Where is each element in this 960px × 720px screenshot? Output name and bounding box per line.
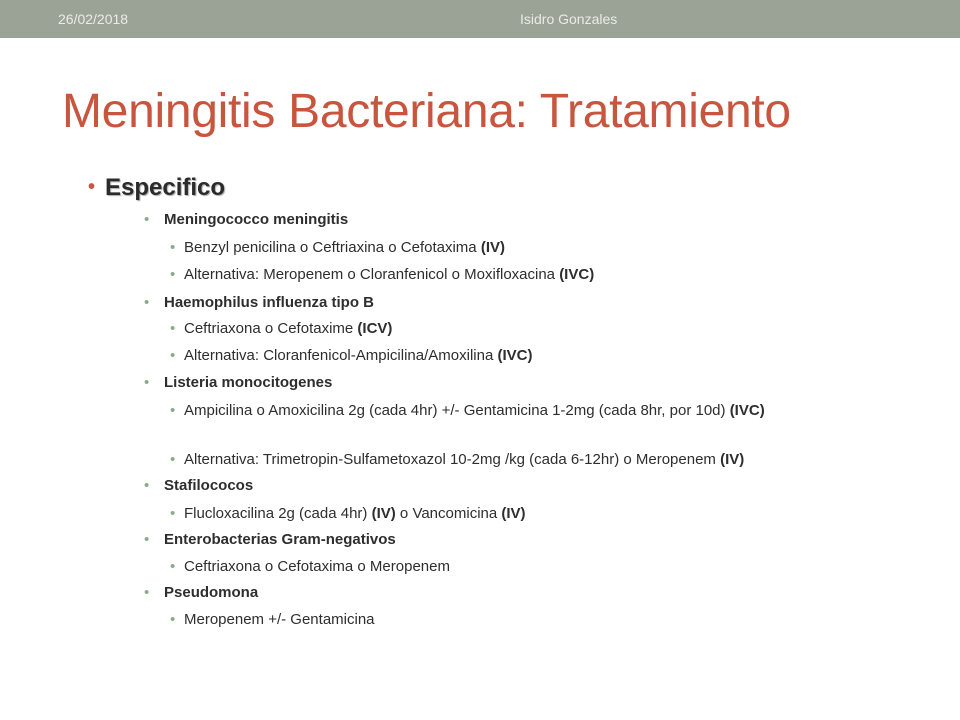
list-item: • Alternativa: Cloranfenicol-Ampicilina/Amoxilina (IVC): [170, 347, 533, 364]
group-heading: • Pseudomona: [144, 584, 259, 601]
bullet-icon: •: [170, 402, 176, 419]
bullet-icon: •: [144, 531, 150, 548]
list-item: • Ampicilina o Amoxicilina 2g (cada 4hr) +/- Gentamicina 1-2mg (cada 8hr, por 10d) (IVC): [170, 402, 765, 419]
bullet-icon: •: [144, 211, 150, 228]
bullet-icon: •: [170, 558, 176, 575]
bullet-icon: •: [170, 239, 176, 256]
group-heading: • Listeria monocitogenes: [144, 374, 333, 391]
group-heading: • Stafilococos: [144, 477, 254, 494]
bullet-icon: •: [88, 176, 96, 198]
list-item: • Ceftriaxona o Cefotaxima o Meropenem: [170, 558, 450, 575]
list-item: • Benzyl penicilina o Ceftriaxina o Cefotaxima (IV): [170, 239, 505, 256]
bullet-icon: •: [170, 266, 176, 283]
bullet-icon: •: [144, 374, 150, 391]
list-item: • Ceftriaxona o Cefotaxime (ICV): [170, 320, 393, 337]
bullet-icon: •: [144, 584, 150, 601]
bullet-icon: •: [170, 505, 176, 522]
group-heading: • Haemophilus influenza tipo B: [144, 294, 375, 311]
bullet-icon: •: [170, 611, 176, 628]
list-item: • Flucloxacilina 2g (cada 4hr) (IV) o Vancomicina (IV): [170, 505, 526, 522]
section-heading-text: Especifico: [105, 174, 226, 201]
bullet-icon: •: [170, 320, 176, 337]
bullet-icon: •: [170, 451, 176, 468]
header-author: Isidro Gonzales: [520, 11, 618, 27]
group-heading: • Meningococco meningitis: [144, 211, 349, 228]
header-date: 26/02/2018: [58, 11, 129, 27]
bullet-icon: •: [144, 294, 150, 311]
slide-title: Meningitis Bacteriana: Tratamiento: [62, 85, 791, 138]
bullet-icon: •: [144, 477, 150, 494]
list-item: • Alternativa: Meropenem o Cloranfenicol o Moxifloxacina (IVC): [170, 266, 595, 283]
list-item: • Alternativa: Trimetropin-Sulfametoxazol 10-2mg /kg (cada 6-12hr) o Meropenem (IV): [170, 451, 745, 468]
group-heading: • Enterobacterias Gram-negativos: [144, 531, 396, 548]
section-heading: [88, 174, 225, 202]
list-item: • Meropenem +/- Gentamicina: [170, 611, 375, 628]
bullet-icon: •: [170, 347, 176, 364]
